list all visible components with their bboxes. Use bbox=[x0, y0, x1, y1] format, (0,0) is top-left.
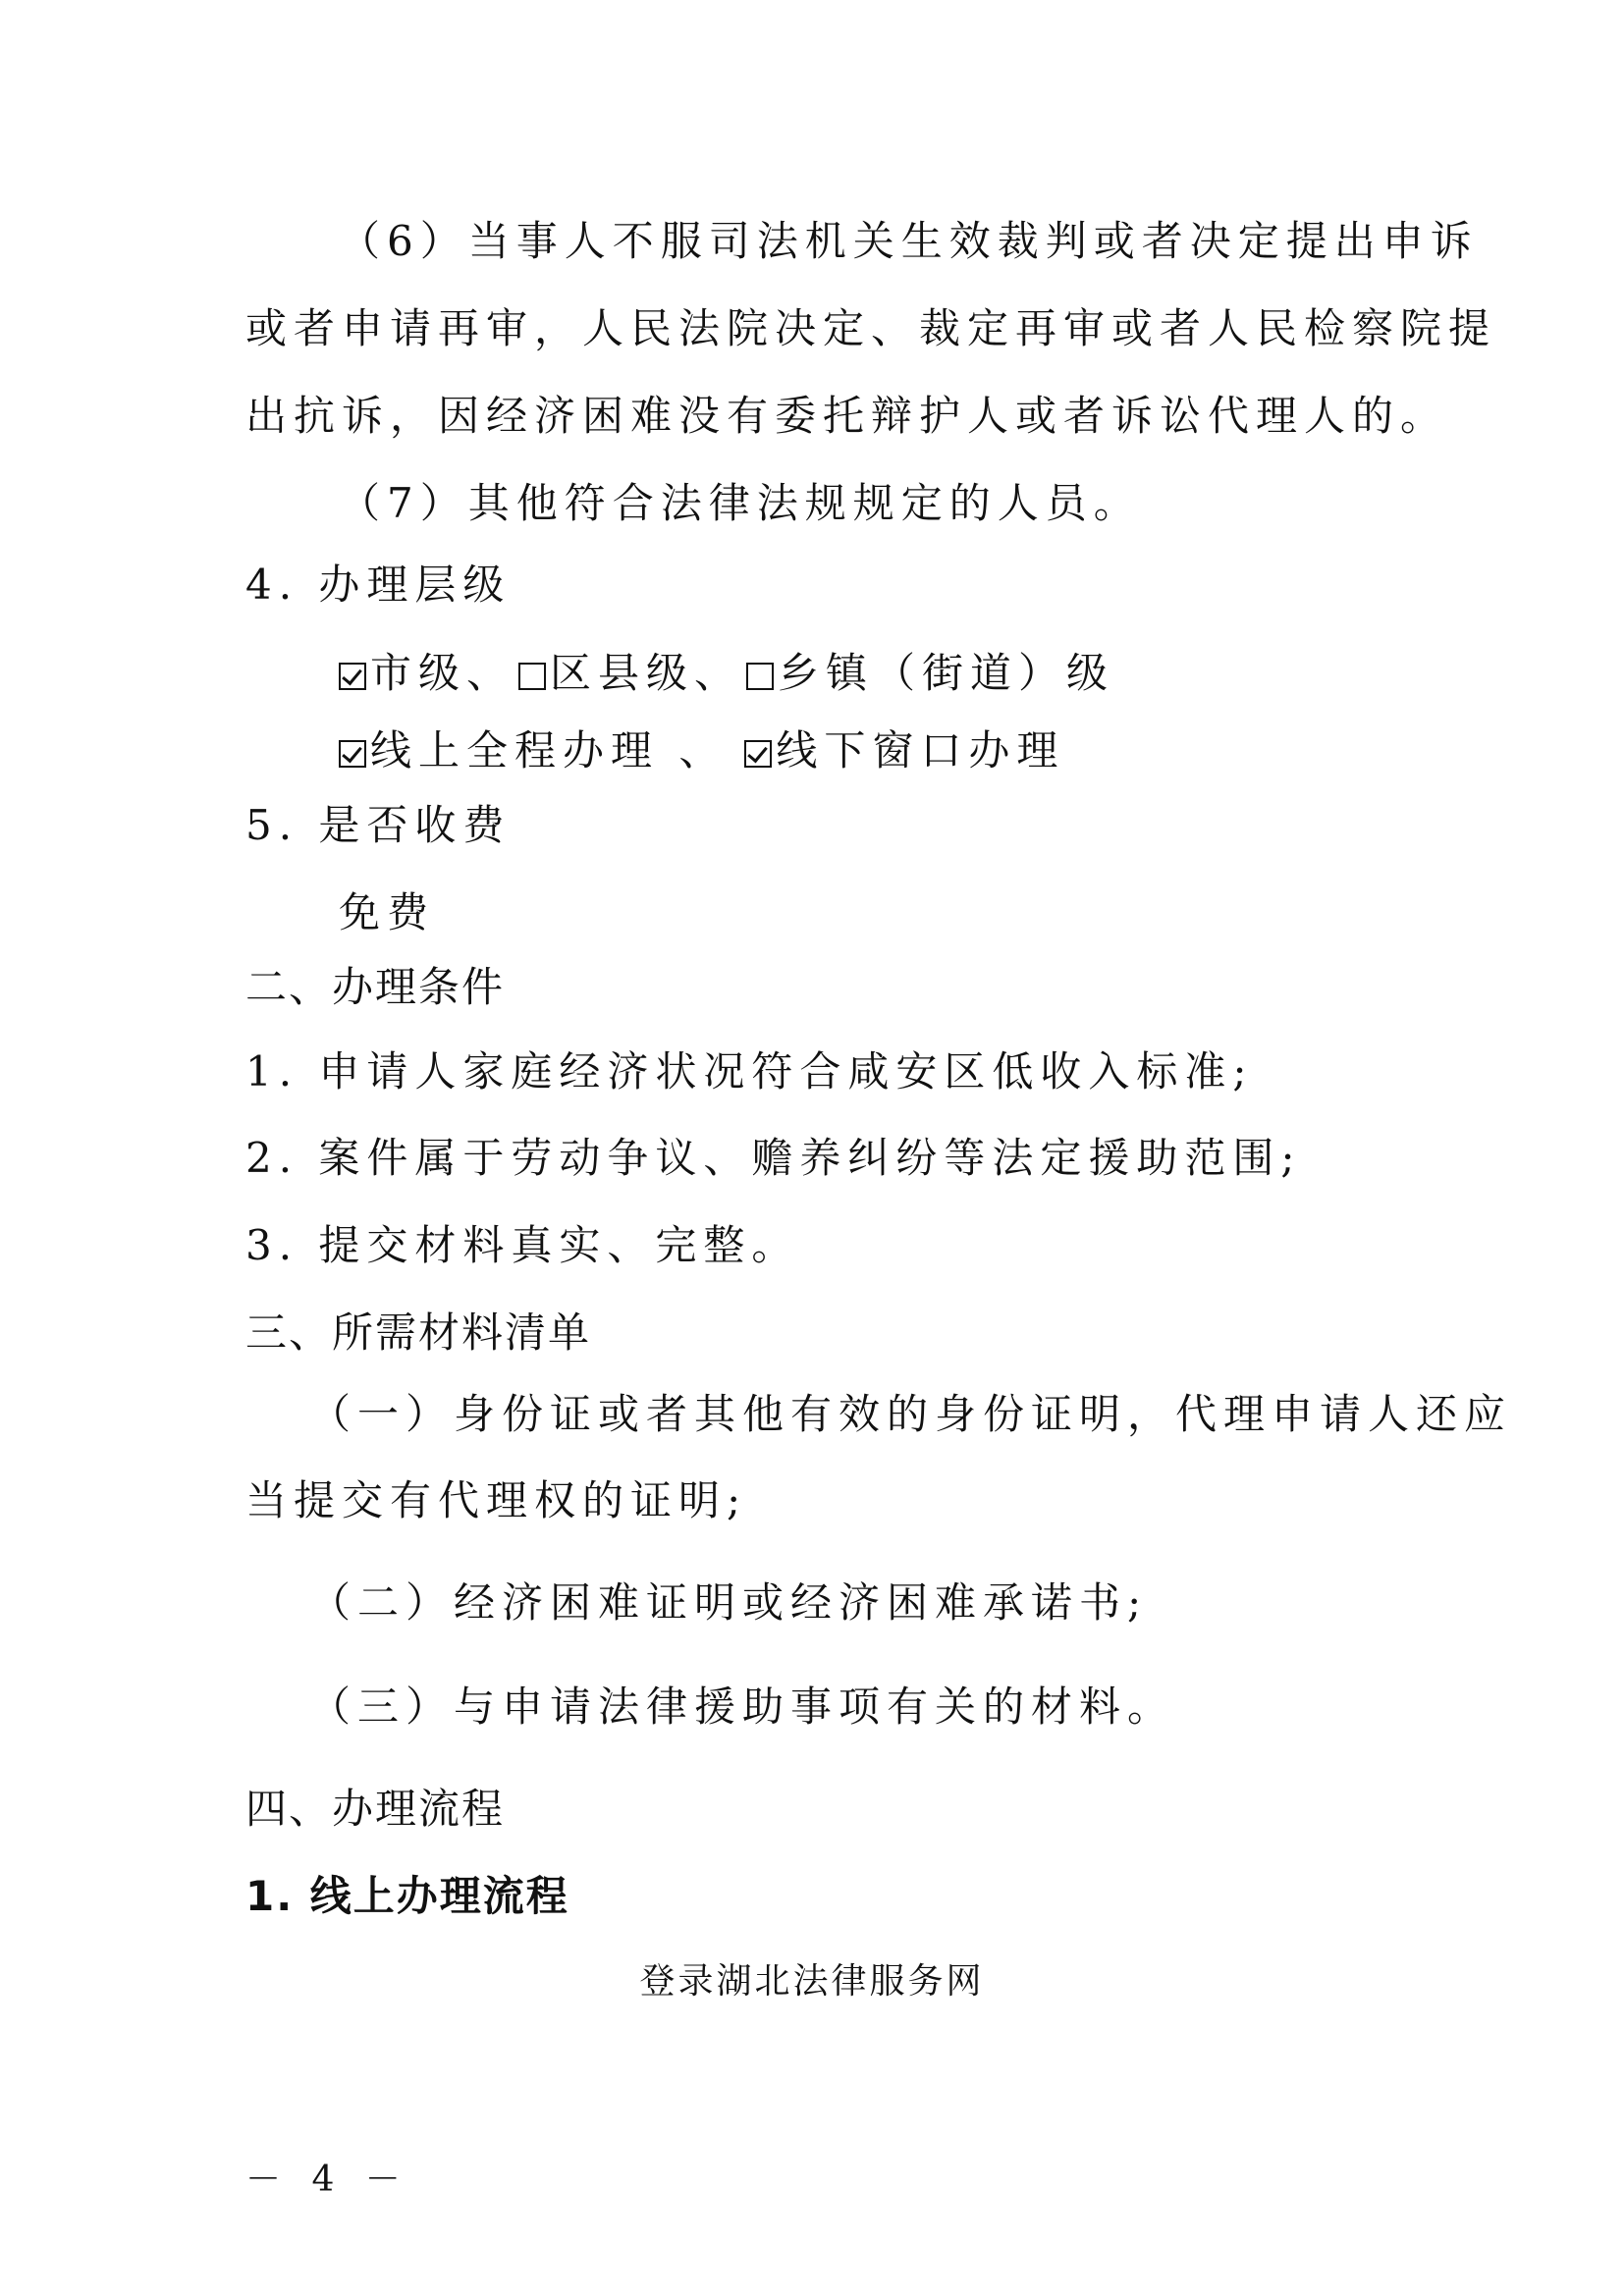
level-county: 区县级、 bbox=[550, 649, 743, 697]
checkbox-checked-icon bbox=[339, 740, 366, 768]
material-2: （二）经济困难证明或经济困难承诺书; bbox=[309, 1578, 1149, 1627]
checkbox-checked-icon bbox=[339, 663, 366, 690]
material-1-line2: 当提交有代理权的证明; bbox=[245, 1476, 748, 1524]
channel-offline: 线下窗口办理 bbox=[776, 726, 1065, 774]
condition-2: 2. 案件属于劳动争议、赡养纠纷等法定援助范围; bbox=[245, 1134, 1302, 1182]
item6-line2: 或者申请再审，人民法院决定、裁定再审或者人民检察院提 bbox=[245, 304, 1497, 352]
item6-line3: 出抗诉，因经济困难没有委托辩护人或者诉讼代理人的。 bbox=[245, 392, 1449, 440]
section5-title: 5. 是否收费 bbox=[245, 801, 512, 849]
online-process-title: 1. 线上办理流程 bbox=[245, 1872, 569, 1920]
condition-3: 3. 提交材料真实、完整。 bbox=[245, 1221, 800, 1269]
item7: （7）其他符合法律法规规定的人员。 bbox=[339, 479, 1142, 527]
channel-checkboxes bbox=[339, 723, 1488, 778]
level-town: 乡镇（街道）级 bbox=[778, 649, 1115, 697]
channel-online: 线上全程办理 、 bbox=[370, 726, 728, 774]
section4-title: 4. 办理层级 bbox=[245, 561, 512, 609]
level-city: 市级、 bbox=[370, 649, 515, 697]
heading-process: 四、办理流程 bbox=[245, 1785, 506, 1833]
page-number: － 4 － bbox=[245, 2160, 410, 2200]
checkbox-empty-icon bbox=[746, 663, 774, 690]
heading-conditions: 二、办理条件 bbox=[245, 963, 506, 1011]
checkbox-checked-icon bbox=[744, 740, 772, 768]
item6-line1: （6）当事人不服司法机关生效裁判或者决定提出申诉 bbox=[339, 217, 1479, 265]
checkbox-empty-icon bbox=[518, 663, 546, 690]
heading-materials: 三、所需材料清单 bbox=[245, 1308, 592, 1357]
material-1-line1: （一）身份证或者其他有效的身份证明，代理申请人还应 bbox=[309, 1390, 1513, 1438]
flow-step-login: 登录湖北法律服务网 bbox=[639, 1961, 985, 2002]
level-checkboxes bbox=[339, 646, 1488, 701]
material-3: （三）与申请法律援助事项有关的材料。 bbox=[309, 1682, 1176, 1731]
fee-value: 免费 bbox=[339, 888, 436, 936]
condition-1: 1. 申请人家庭经济状况符合咸安区低收入标准; bbox=[245, 1047, 1254, 1095]
